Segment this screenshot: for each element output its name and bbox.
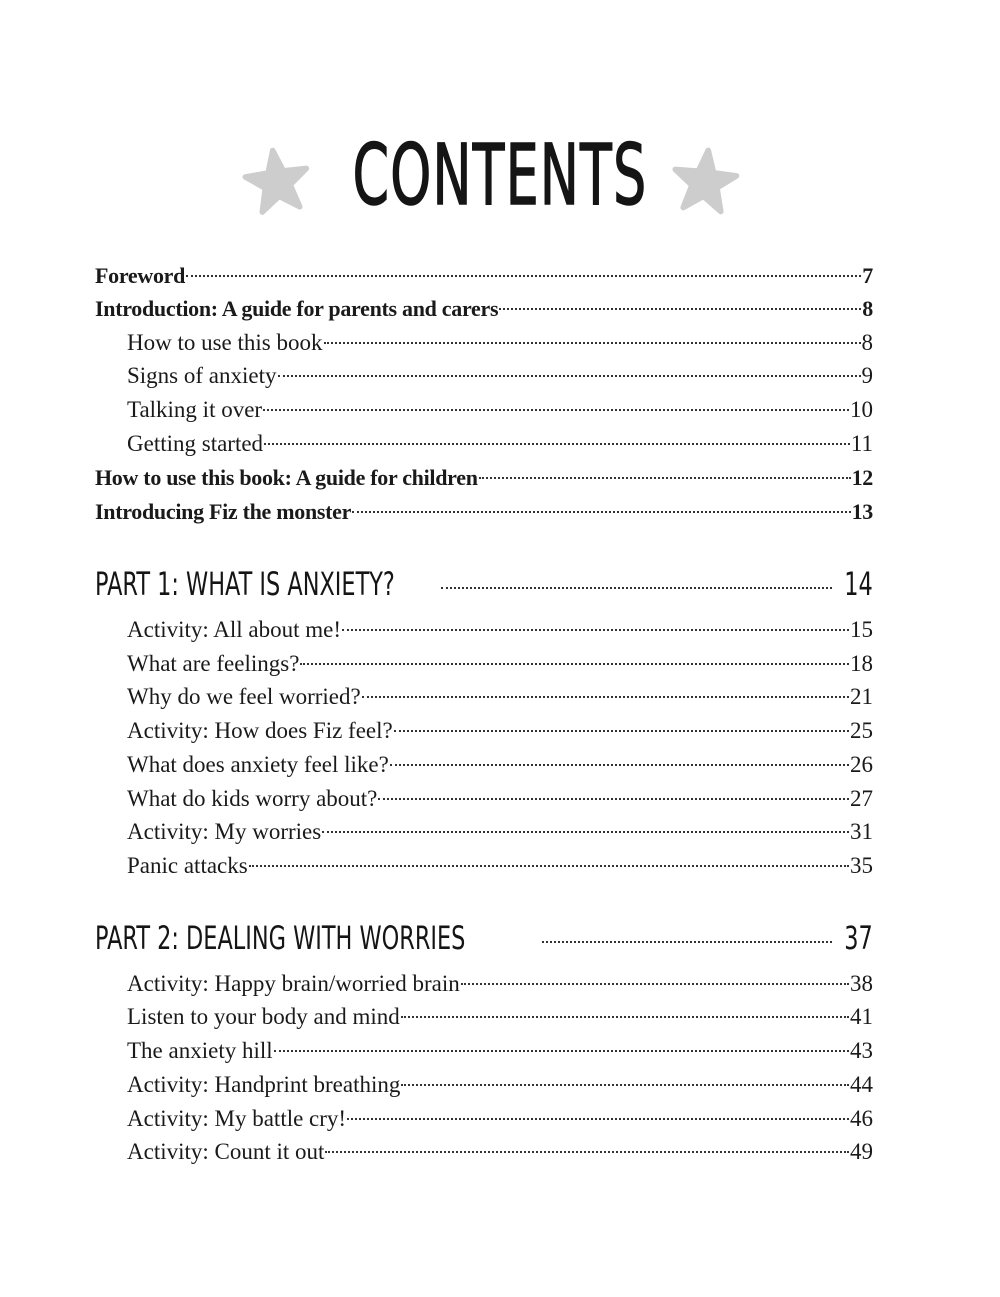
toc-entry-label: How to use this book: A guide for children xyxy=(95,465,478,490)
page-title: CONTENTS xyxy=(352,126,648,224)
toc-part-2-heading[interactable] xyxy=(95,916,873,960)
toc-page-number: 21 xyxy=(850,684,873,709)
toc-entry[interactable] xyxy=(95,1069,873,1101)
toc-entry[interactable] xyxy=(95,850,873,882)
toc-entry-how-to-use-this-book[interactable] xyxy=(95,327,873,359)
toc-entry-label: Activity: Count it out xyxy=(127,1139,325,1164)
dot-leader xyxy=(390,764,849,766)
toc-entry-talking-it-over[interactable] xyxy=(95,394,873,426)
toc-entry-label: The anxiety hill xyxy=(127,1038,273,1063)
toc-entry-getting-started[interactable] xyxy=(95,428,873,460)
dot-leader xyxy=(263,409,849,411)
toc-page-number: 8 xyxy=(862,296,873,321)
dot-leader xyxy=(325,1151,849,1153)
toc-entry-label: Introduction: A guide for parents and carers xyxy=(95,296,499,321)
toc-entry-label: Activity: Handprint breathing xyxy=(127,1072,401,1097)
toc-entry-label: Activity: My worries xyxy=(127,819,322,844)
toc-page-number: 35 xyxy=(850,853,873,878)
toc-page-number: 7 xyxy=(862,263,873,288)
dot-leader xyxy=(394,730,849,732)
toc-page-number: 9 xyxy=(861,363,873,388)
dot-leader xyxy=(322,831,849,833)
toc-entry-signs-of-anxiety[interactable] xyxy=(95,360,873,392)
toc-entry-label: Talking it over xyxy=(127,397,263,422)
dot-leader xyxy=(499,308,861,310)
dot-leader xyxy=(300,663,849,665)
toc-entry-label: What are feelings? xyxy=(127,651,300,676)
toc-page-number: 15 xyxy=(850,617,873,642)
toc-entry-label: Getting started xyxy=(127,431,264,456)
dot-leader xyxy=(274,1050,849,1052)
toc-entry-label: Listen to your body and mind xyxy=(127,1004,400,1029)
toc-entry[interactable] xyxy=(95,614,873,646)
toc-part-1-heading[interactable] xyxy=(95,562,873,606)
part-heading-label: PART 2: DEALING WITH WORRIES xyxy=(95,919,466,957)
toc-page-number: 14 xyxy=(844,565,873,603)
dot-leader xyxy=(352,511,851,513)
toc-entry-label: Signs of anxiety xyxy=(127,363,277,388)
dot-leader xyxy=(278,375,861,377)
toc-entry[interactable] xyxy=(95,749,873,781)
dot-leader xyxy=(542,941,832,943)
dot-leader xyxy=(342,629,849,631)
toc-page-number: 13 xyxy=(851,499,873,524)
toc-entry[interactable] xyxy=(95,681,873,713)
dot-leader xyxy=(461,983,849,985)
toc-page-number: 49 xyxy=(850,1139,873,1164)
toc-entry[interactable] xyxy=(95,1103,873,1135)
toc-entry[interactable] xyxy=(95,783,873,815)
toc-entry-introducing-fiz[interactable] xyxy=(95,496,873,528)
toc-entry-label: Activity: How does Fiz feel? xyxy=(127,718,393,743)
part-heading-label: PART 1: WHAT IS ANXIETY? xyxy=(95,565,395,603)
dot-leader xyxy=(441,587,832,589)
toc-entry-foreword[interactable] xyxy=(95,260,873,292)
toc-page-number: 10 xyxy=(850,397,873,422)
toc-entry-introduction[interactable] xyxy=(95,293,873,325)
toc-page-number: 43 xyxy=(850,1038,873,1063)
dot-leader xyxy=(186,275,861,277)
toc-entry-label: What do kids worry about? xyxy=(127,786,378,811)
toc-entry[interactable] xyxy=(95,648,873,680)
toc-page-number: 27 xyxy=(850,786,873,811)
toc-page-number: 46 xyxy=(850,1106,873,1131)
toc-entry-label: How to use this book xyxy=(127,330,323,355)
toc-entry[interactable] xyxy=(95,1035,873,1067)
star-icon xyxy=(667,143,744,220)
toc-page-number: 12 xyxy=(851,465,873,490)
toc-entry[interactable] xyxy=(95,968,873,1000)
toc-entry-label: Activity: My battle cry! xyxy=(127,1106,347,1131)
dot-leader xyxy=(249,865,849,867)
toc-entry[interactable] xyxy=(95,1001,873,1033)
dot-leader xyxy=(401,1016,849,1018)
dot-leader xyxy=(362,696,849,698)
toc-page-number: 8 xyxy=(861,330,873,355)
toc-entry-label: Why do we feel worried? xyxy=(127,684,361,709)
dot-leader xyxy=(264,443,850,445)
toc-entry-label: Introducing Fiz the monster xyxy=(95,499,352,524)
dot-leader xyxy=(479,477,851,479)
toc-page-number: 11 xyxy=(850,431,873,456)
toc-entry-label: Activity: All about me! xyxy=(127,617,341,642)
toc-entry[interactable] xyxy=(95,816,873,848)
dot-leader xyxy=(401,1084,849,1086)
toc-entry-label: Panic attacks xyxy=(127,853,248,878)
toc-entry[interactable] xyxy=(95,715,873,747)
toc-page-number: 41 xyxy=(850,1004,873,1029)
toc-page-number: 44 xyxy=(850,1072,873,1097)
dot-leader xyxy=(378,798,849,800)
dot-leader xyxy=(347,1118,849,1120)
toc-entry-label: What does anxiety feel like? xyxy=(127,752,389,777)
contents-header xyxy=(0,128,1000,228)
toc-entry-guide-for-children[interactable] xyxy=(95,462,873,494)
toc-page-number: 26 xyxy=(850,752,873,777)
toc-page-number: 37 xyxy=(844,919,873,957)
toc-page-number: 38 xyxy=(850,971,873,996)
toc-page-number: 18 xyxy=(850,651,873,676)
dot-leader xyxy=(324,342,861,344)
toc-page-number: 25 xyxy=(850,718,873,743)
toc-entry-label: Foreword xyxy=(95,263,186,288)
toc-page-number: 31 xyxy=(850,819,873,844)
toc-entry-label: Activity: Happy brain/worried brain xyxy=(127,971,460,996)
toc-entry[interactable] xyxy=(95,1136,873,1168)
